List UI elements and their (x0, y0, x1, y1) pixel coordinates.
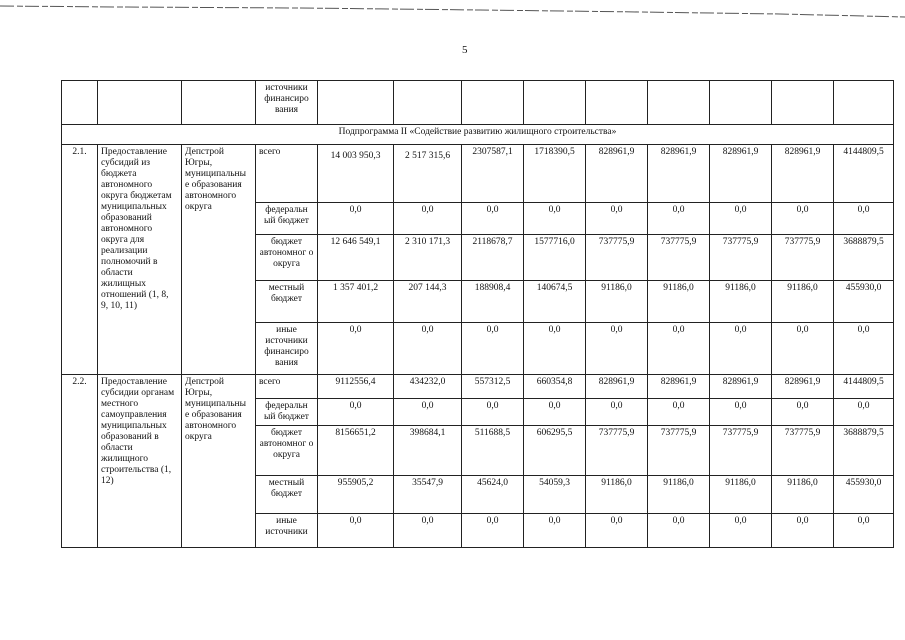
section-number: 2.1. (62, 145, 98, 375)
header-cell-empty (586, 81, 648, 125)
amount-cell: 0,0 (524, 323, 586, 375)
amount-cell: 0,0 (318, 514, 394, 548)
amount-cell: 737775,9 (586, 426, 648, 476)
amount-cell: 91186,0 (648, 281, 710, 323)
amount-cell: 91186,0 (772, 281, 834, 323)
funding-source: бюджет автономног о округа (256, 426, 318, 476)
amount-cell: 0,0 (772, 203, 834, 235)
amount-cell: 0,0 (394, 203, 462, 235)
amount-cell: 91186,0 (710, 281, 772, 323)
amount-cell: 91186,0 (586, 476, 648, 514)
funding-source: иные источники финансиро вания (256, 323, 318, 375)
amount-cell: 4144809,5 (834, 145, 894, 203)
amount-cell: 828961,9 (648, 145, 710, 203)
amount-cell: 0,0 (462, 203, 524, 235)
amount-cell: 660354,8 (524, 375, 586, 399)
amount-cell: 0,0 (586, 203, 648, 235)
header-cell-empty (98, 81, 182, 125)
amount-cell: 828961,9 (648, 375, 710, 399)
section-executor: Депстрой Югры, муниципальны е образования автономного округа (182, 375, 256, 548)
amount-cell: 0,0 (710, 399, 772, 426)
amount-cell: 3688879,5 (834, 426, 894, 476)
funding-source: федеральн ый бюджет (256, 203, 318, 235)
header-source-label: источники финансиро вания (256, 81, 318, 125)
amount-cell: 737775,9 (772, 235, 834, 281)
amount-cell: 0,0 (524, 203, 586, 235)
amount-cell: 0,0 (462, 323, 524, 375)
section-executor: Депстрой Югры, муниципальны е образования автономного округа (182, 145, 256, 375)
subprogram-title: Подпрограмма II «Содействие развитию жилищного строительства» (62, 125, 894, 145)
header-cell-empty (834, 81, 894, 125)
amount-cell: 828961,9 (772, 375, 834, 399)
amount-cell: 0,0 (586, 399, 648, 426)
amount-cell: 455930,0 (834, 476, 894, 514)
amount-cell: 0,0 (834, 399, 894, 426)
header-cell-empty (318, 81, 394, 125)
section-description: Предоставление субсидии органам местного самоуправления муниципальных образований в области жилищного строительства (1, 12) (98, 375, 182, 548)
amount-cell: 0,0 (710, 203, 772, 235)
amount-cell: 0,0 (772, 399, 834, 426)
funding-source: всего (256, 375, 318, 399)
header-cell-empty (182, 81, 256, 125)
amount-cell: 12 646 549,1 (318, 235, 394, 281)
amount-cell: 511688,5 (462, 426, 524, 476)
amount-cell: 140674,5 (524, 281, 586, 323)
amount-cell: 91186,0 (586, 281, 648, 323)
table-row (62, 375, 894, 399)
amount-cell: 1718390,5 (524, 145, 586, 203)
amount-cell: 434232,0 (394, 375, 462, 399)
amount-cell: 0,0 (586, 514, 648, 548)
header-row (62, 81, 894, 125)
amount-cell: 0,0 (772, 323, 834, 375)
scan-artifact-line (0, 0, 905, 22)
funding-source: всего (256, 145, 318, 203)
amount-cell: 0,0 (834, 203, 894, 235)
amount-cell: 35547,9 (394, 476, 462, 514)
amount-cell: 0,0 (586, 323, 648, 375)
header-cell-empty (648, 81, 710, 125)
amount-cell: 0,0 (318, 323, 394, 375)
amount-cell: 2307587,1 (462, 145, 524, 203)
page-number: 5 (462, 44, 468, 56)
amount-cell: 398684,1 (394, 426, 462, 476)
header-cell-empty (710, 81, 772, 125)
amount-cell: 606295,5 (524, 426, 586, 476)
amount-cell: 0,0 (318, 203, 394, 235)
amount-cell: 737775,9 (710, 426, 772, 476)
amount-cell: 0,0 (462, 399, 524, 426)
amount-cell: 737775,9 (710, 235, 772, 281)
header-cell-empty (62, 81, 98, 125)
amount-cell: 0,0 (710, 323, 772, 375)
amount-cell: 91186,0 (710, 476, 772, 514)
amount-cell: 0,0 (710, 514, 772, 548)
funding-source: местный бюджет (256, 476, 318, 514)
amount-cell: 0,0 (648, 514, 710, 548)
amount-cell: 828961,9 (586, 145, 648, 203)
amount-cell: 828961,9 (772, 145, 834, 203)
funding-source: бюджет автономног о округа (256, 235, 318, 281)
section-number: 2.2. (62, 375, 98, 548)
amount-cell: 1577716,0 (524, 235, 586, 281)
funding-source: местный бюджет (256, 281, 318, 323)
table-row (62, 145, 894, 203)
header-cell-empty (772, 81, 834, 125)
amount-cell: 45624,0 (462, 476, 524, 514)
amount-cell: 2118678,7 (462, 235, 524, 281)
amount-cell: 54059,3 (524, 476, 586, 514)
header-cell-empty (524, 81, 586, 125)
funding-source: федеральн ый бюджет (256, 399, 318, 426)
amount-cell: 0,0 (648, 399, 710, 426)
amount-cell: 455930,0 (834, 281, 894, 323)
amount-cell: 557312,5 (462, 375, 524, 399)
funding-source: иные источники (256, 514, 318, 548)
amount-cell: 737775,9 (648, 235, 710, 281)
amount-cell: 737775,9 (648, 426, 710, 476)
amount-cell: 1 357 401,2 (318, 281, 394, 323)
amount-cell: 828961,9 (710, 145, 772, 203)
header-cell-empty (394, 81, 462, 125)
amount-cell: 0,0 (834, 323, 894, 375)
amount-cell: 91186,0 (772, 476, 834, 514)
amount-cell: 0,0 (524, 399, 586, 426)
amount-cell: 0,0 (462, 514, 524, 548)
section-description: Предоставление субсидий из бюджета автономного округа бюджетам муниципальных образований автономного округа для реализации полномочий в области жилищных отношений (1, 8, 9, 10, 11) (98, 145, 182, 375)
header-cell-empty (462, 81, 524, 125)
amount-cell: 14 003 950,3 (318, 145, 394, 203)
amount-cell: 737775,9 (772, 426, 834, 476)
amount-cell: 828961,9 (710, 375, 772, 399)
subprogram-row (62, 125, 894, 145)
amount-cell: 4144809,5 (834, 375, 894, 399)
amount-cell: 0,0 (394, 514, 462, 548)
amount-cell: 0,0 (394, 399, 462, 426)
amount-cell: 0,0 (318, 399, 394, 426)
amount-cell: 828961,9 (586, 375, 648, 399)
amount-cell: 2 310 171,3 (394, 235, 462, 281)
amount-cell: 91186,0 (648, 476, 710, 514)
amount-cell: 0,0 (524, 514, 586, 548)
budget-table (61, 80, 894, 548)
amount-cell: 0,0 (394, 323, 462, 375)
amount-cell: 737775,9 (586, 235, 648, 281)
amount-cell: 207 144,3 (394, 281, 462, 323)
amount-cell: 955905,2 (318, 476, 394, 514)
amount-cell: 9112556,4 (318, 375, 394, 399)
amount-cell: 0,0 (648, 203, 710, 235)
amount-cell: 3688879,5 (834, 235, 894, 281)
amount-cell: 0,0 (772, 514, 834, 548)
amount-cell: 8156651,2 (318, 426, 394, 476)
amount-cell: 0,0 (648, 323, 710, 375)
amount-cell: 2 517 315,6 (394, 145, 462, 203)
amount-cell: 188908,4 (462, 281, 524, 323)
amount-cell: 0,0 (834, 514, 894, 548)
